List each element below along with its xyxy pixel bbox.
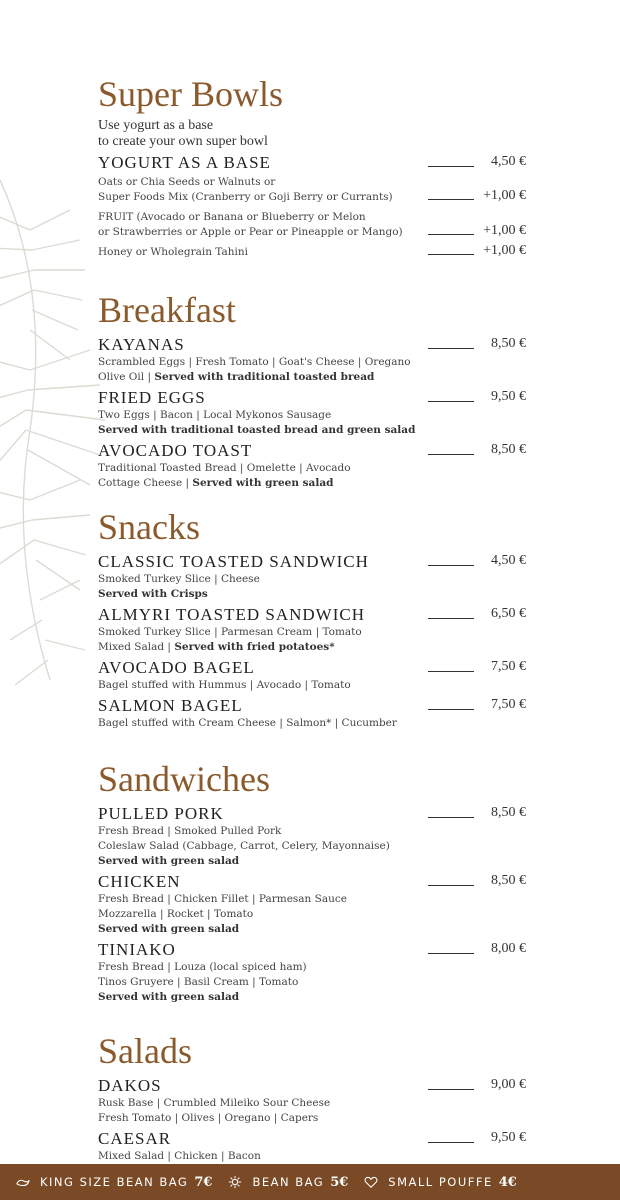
item-price: 7,50 € (491, 659, 526, 674)
menu-section (98, 757, 528, 1005)
item-description (98, 1149, 528, 1164)
item-price: 4,50 € (491, 553, 526, 568)
section-title: Sandwiches (98, 759, 270, 799)
item-price: 6,50 € (491, 606, 526, 621)
description-text: Mixed Salad | (98, 641, 175, 653)
item-description (98, 854, 528, 869)
description-note: Served with green salad (98, 991, 240, 1003)
item-description (98, 370, 528, 385)
price-leader-line (428, 199, 474, 200)
addon-text: Honey or Wholegrain Tahini (98, 246, 248, 258)
item-row (98, 871, 528, 892)
item-description (98, 355, 528, 370)
item-description (98, 922, 528, 937)
description-text: Rusk Base | Crumbled Mileiko Sour Cheese (98, 1097, 331, 1109)
addon-text: Oats or Chia Seeds or Walnuts or (98, 176, 276, 188)
addon-text: Super Foods Mix (Cranberry or Goji Berry or Currants) (98, 191, 393, 203)
section-title: Super Bowls (98, 74, 284, 114)
menu-item (98, 695, 528, 731)
addon-option (98, 210, 528, 240)
item-name: SALMON BAGEL (98, 696, 243, 715)
menu-item (98, 334, 528, 385)
description-text: Fresh Bread | Smoked Pulled Pork (98, 825, 282, 837)
footer-bar (0, 1164, 620, 1200)
item-row (98, 440, 528, 461)
description-text: Olive Oil | (98, 371, 155, 383)
description-note: Served with Crisps (98, 588, 208, 600)
description-text: Mozzarella | Rocket | Tomato (98, 908, 254, 920)
price-leader-line (428, 565, 474, 566)
description-text: Cottage Cheese | (98, 477, 193, 489)
description-text: Bagel stuffed with Hummus | Avocado | Tomato (98, 679, 351, 691)
heart-icon (364, 1175, 378, 1189)
item-row (98, 152, 528, 173)
menu-item (98, 1075, 528, 1126)
item-description (98, 572, 528, 587)
description-note: Served with green salad (192, 477, 334, 489)
item-name: TINIAKO (98, 940, 176, 959)
description-note: Served with fried potatoes* (174, 641, 335, 653)
price-leader-line (428, 1089, 474, 1090)
description-note: Served with traditional toasted bread and green salad (98, 424, 416, 436)
description-note: Served with traditional toasted bread (154, 371, 375, 383)
item-price: 8,50 € (491, 805, 526, 820)
item-description (98, 640, 528, 655)
item-description (98, 1096, 528, 1111)
item-price: 9,00 € (491, 1077, 526, 1092)
addon-option (98, 245, 528, 260)
menu-item (98, 387, 528, 438)
price-leader-line (428, 885, 474, 886)
item-description (98, 892, 528, 907)
footer-item-price: 5€ (330, 1174, 349, 1190)
addon-price: +1,00 € (483, 243, 526, 258)
item-description (98, 423, 528, 438)
item-row (98, 1128, 528, 1149)
item-name: CHICKEN (98, 872, 181, 891)
item-price: 8,50 € (491, 442, 526, 457)
item-name: AVOCADO BAGEL (98, 658, 255, 677)
description-text: Smoked Turkey Slice | Parmesan Cream | Tomato (98, 626, 362, 638)
footer-item-price: 7€ (194, 1174, 213, 1190)
description-text: Smoked Turkey Slice | Cheese (98, 573, 260, 585)
description-text: Traditional Toasted Bread | Omelette | Avocado (98, 462, 351, 474)
item-price: 8,00 € (491, 941, 526, 956)
price-leader-line (428, 671, 474, 672)
item-row (98, 695, 528, 716)
section-title: Snacks (98, 507, 200, 547)
item-description (98, 461, 528, 476)
price-leader-line (428, 817, 474, 818)
item-description (98, 678, 528, 693)
item-description (98, 716, 528, 731)
item-description (98, 960, 528, 975)
description-text: Mixed Salad | Chicken | Bacon (98, 1150, 261, 1162)
item-description (98, 907, 528, 922)
description-note: Served with green salad (98, 923, 240, 935)
description-text: Fresh Bread | Chicken Fillet | Parmesan Sauce (98, 893, 347, 905)
price-leader-line (428, 709, 474, 710)
description-text: Scrambled Eggs | Fresh Tomato | Goat's Cheese | Oregano (98, 356, 411, 368)
item-description (98, 587, 528, 602)
description-text: Coleslaw Salad (Cabbage, Carrot, Celery, Mayonnaise) (98, 840, 390, 852)
item-price: 8,50 € (491, 336, 526, 351)
menu-section (98, 1029, 528, 1179)
item-name: DAKOS (98, 1076, 162, 1095)
footer-item-label: BEAN BAG (252, 1175, 325, 1189)
price-leader-line (428, 234, 474, 235)
item-name: KAYANAS (98, 335, 185, 354)
item-description (98, 625, 528, 640)
item-description (98, 1111, 528, 1126)
menu-item (98, 551, 528, 602)
description-text: Tinos Gruyere | Basil Cream | Tomato (98, 976, 299, 988)
section-intro (98, 118, 528, 150)
item-name: AVOCADO TOAST (98, 441, 253, 460)
menu-item (98, 604, 528, 655)
description-text: Fresh Bread | Louza (local spiced ham) (98, 961, 307, 973)
description-text: Fresh Tomato | Olives | Oregano | Capers (98, 1112, 319, 1124)
section-title: Salads (98, 1031, 192, 1071)
item-description (98, 975, 528, 990)
menu-section (98, 72, 528, 260)
item-name: CLASSIC TOASTED SANDWICH (98, 552, 369, 571)
item-row (98, 387, 528, 408)
price-leader-line (428, 348, 474, 349)
menu-section (98, 505, 528, 731)
menu-item (98, 803, 528, 869)
addon-price: +1,00 € (483, 188, 526, 203)
footer-item-label: KING SIZE BEAN BAG (40, 1175, 189, 1189)
description-text: Two Eggs | Bacon | Local Mykonos Sausage (98, 409, 332, 421)
item-row (98, 334, 528, 355)
item-name: CAESAR (98, 1129, 172, 1148)
item-row (98, 604, 528, 625)
menu-item (98, 871, 528, 937)
item-description (98, 990, 528, 1005)
price-leader-line (428, 166, 474, 167)
price-leader-line (428, 618, 474, 619)
menu-item (98, 152, 528, 173)
price-leader-line (428, 1142, 474, 1143)
menu-item (98, 939, 528, 1005)
item-row (98, 551, 528, 572)
item-row (98, 1075, 528, 1096)
menu (98, 72, 528, 1181)
price-leader-line (428, 254, 474, 255)
menu-section (98, 288, 528, 491)
price-leader-line (428, 401, 474, 402)
footer-item-label: SMALL POUFFE (388, 1175, 493, 1189)
footer-item-price: 4€ (498, 1174, 517, 1190)
item-row (98, 803, 528, 824)
item-description (98, 408, 528, 423)
section-title: Breakfast (98, 290, 236, 330)
sun-icon (228, 1175, 242, 1189)
intro-line: to create your own super bowl (98, 134, 268, 149)
bean-bag-icon (16, 1175, 30, 1189)
description-note: Served with green salad (98, 855, 240, 867)
menu-item (98, 657, 528, 693)
item-price: 9,50 € (491, 389, 526, 404)
item-name: ALMYRI TOASTED SANDWICH (98, 605, 365, 624)
item-price: 7,50 € (491, 697, 526, 712)
item-name: YOGURT AS A BASE (98, 153, 271, 172)
item-name: PULLED PORK (98, 804, 224, 823)
description-text: Bagel stuffed with Cream Cheese | Salmon* | Cucumber (98, 717, 397, 729)
addon-text: or Strawberries or Apple or Pear or Pineapple or Mango) (98, 226, 403, 238)
addon-option (98, 175, 528, 205)
item-description (98, 824, 528, 839)
item-description (98, 839, 528, 854)
addon-price: +1,00 € (483, 223, 526, 238)
addon-text: FRUIT (Avocado or Banana or Blueberry or Melon (98, 211, 366, 223)
item-row (98, 939, 528, 960)
item-name: FRIED EGGS (98, 388, 206, 407)
item-price: 8,50 € (491, 873, 526, 888)
item-price: 4,50 € (491, 154, 526, 169)
price-leader-line (428, 953, 474, 954)
price-leader-line (428, 454, 474, 455)
menu-item (98, 440, 528, 491)
intro-line: Use yogurt as a base (98, 118, 214, 133)
item-row (98, 657, 528, 678)
item-price: 9,50 € (491, 1130, 526, 1145)
item-description (98, 476, 528, 491)
